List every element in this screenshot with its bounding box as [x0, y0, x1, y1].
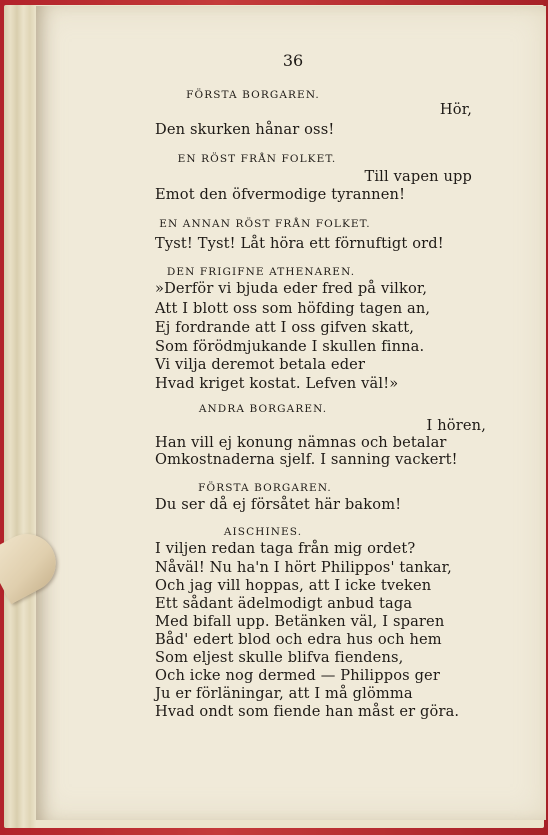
verse-line: Den skurken hånar oss! — [155, 121, 335, 138]
speaker-label: ANDRA BORGAREN. — [198, 403, 328, 415]
verse-line: Hvad kriget kostat. Lefven väl!» — [155, 375, 399, 392]
verse-line: Ju er förläningar, att I må glömma — [155, 685, 413, 702]
verse-line: Emot den öfvermodige tyrannen! — [155, 186, 406, 203]
verse-line: Till vapen upp — [364, 168, 472, 185]
verse-line: Omkostnaderna sjelf. I sanning vackert! — [155, 451, 458, 468]
speaker-label: EN ANNAN RÖST FRÅN FOLKET. — [159, 218, 371, 230]
verse-line: Som förödmjukande I skullen finna. — [155, 338, 425, 355]
verse-line: Att I blott oss som höfding tagen an, — [155, 300, 431, 317]
speaker-label: DEN FRIGIFNE ATHENAREN. — [166, 266, 356, 278]
verse-line: Hvad ondt som fiende han måst er göra. — [155, 703, 460, 720]
speaker-label: EN RÖST FRÅN FOLKET. — [177, 153, 337, 165]
verse-line: Ej fordrande att I oss gifven skatt, — [155, 319, 415, 336]
verse-line: »Derför vi bjuda eder fred på vilkor, — [155, 280, 428, 297]
verse-line: I viljen redan taga från mig ordet? — [155, 540, 416, 557]
verse-line: Du ser då ej försåtet här bakom! — [155, 496, 402, 513]
verse-line: Vi vilja deremot betala eder — [155, 356, 366, 373]
verse-line: I hören, — [426, 417, 486, 434]
verse-line: Och jag vill hoppas, att I icke tveken — [155, 577, 432, 594]
speaker-label: FÖRSTA BORGAREN. — [186, 89, 320, 101]
verse-line: Hör, — [439, 101, 472, 118]
verse-line: Nåväl! Nu ha'n I hört Philippos' tankar, — [155, 559, 452, 576]
speaker-label: FÖRSTA BORGAREN. — [198, 482, 332, 494]
book-page — [36, 6, 546, 820]
verse-line: Med bifall upp. Betänken väl, I sparen — [155, 613, 445, 630]
verse-line: Ett sådant ädelmodigt anbud taga — [155, 595, 413, 612]
speaker-label: AISCHINES. — [223, 526, 303, 538]
verse-line: Han vill ej konung nämnas och betalar — [155, 434, 447, 451]
verse-line: Och icke nog dermed — Philippos ger — [155, 667, 440, 684]
verse-line: Båd' edert blod och edra hus och hem — [155, 631, 442, 648]
page-text — [36, 6, 546, 820]
verse-line: Tyst! Tyst! Låt höra ett förnuftigt ord! — [155, 235, 444, 252]
verse-line: Som eljest skulle blifva fiendens, — [155, 649, 404, 666]
page-number: 36 — [282, 51, 304, 70]
